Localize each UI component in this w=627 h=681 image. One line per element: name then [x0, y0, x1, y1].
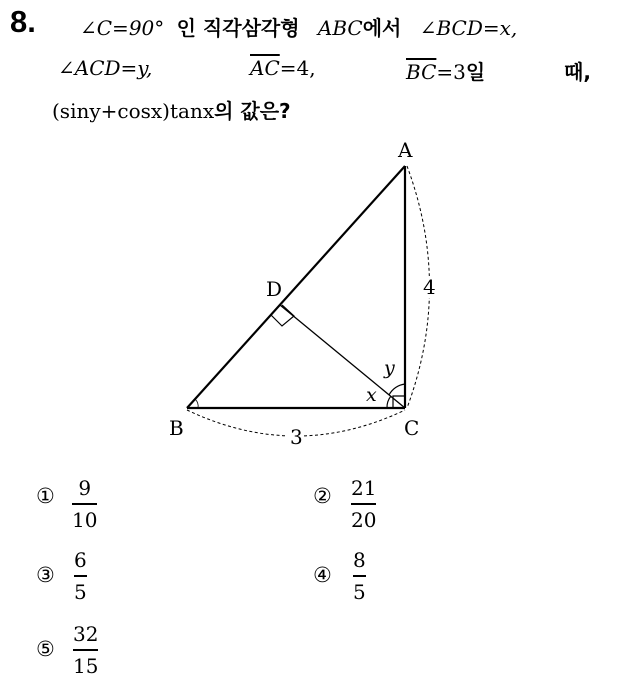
- length-label-bc: 3: [290, 425, 303, 449]
- numerator: 6: [74, 548, 87, 572]
- denominator: 20: [351, 507, 377, 532]
- numerator: 32: [73, 622, 99, 646]
- ac-value: =4,: [279, 56, 316, 80]
- korean-text-2: 에서: [362, 16, 402, 40]
- denominator: 15: [73, 653, 99, 678]
- expression: (siny+cosx)tanx: [52, 99, 215, 123]
- choice-fraction-2: [351, 476, 376, 532]
- numerator: 9: [78, 476, 92, 500]
- bc-value: =3: [436, 60, 466, 84]
- vertex-label-a: A: [398, 138, 413, 162]
- length-label-ac: 4: [423, 275, 436, 299]
- angle-bcd-condition: ∠BCD=x,: [419, 16, 518, 40]
- choice-marker-2: ②: [313, 484, 332, 508]
- angle-c-condition: ∠C=90°: [80, 16, 165, 40]
- choice-fraction-1: [72, 476, 97, 532]
- fraction-bar: [351, 503, 376, 505]
- triangle-name: ABC: [317, 16, 363, 40]
- segment-ac: $\overline{AC}$: [250, 56, 280, 80]
- fraction-bar: [72, 503, 97, 505]
- korean-text-3: 일: [465, 60, 486, 84]
- angle-label-y: y: [384, 357, 395, 379]
- angle-acd-condition: ∠ACD=y,: [58, 56, 153, 80]
- vertex-label-c: C: [404, 416, 420, 440]
- fraction-bar: [74, 575, 87, 577]
- right-angle-mark-d: [271, 305, 294, 326]
- question-number: 8.: [10, 4, 36, 39]
- korean-text-1: 인 직각삼각형: [176, 16, 300, 40]
- choice-marker-5: ⑤: [36, 637, 55, 661]
- denominator: 10: [72, 507, 98, 532]
- fraction-bar: [73, 649, 98, 651]
- korean-text-5: 의 값은?: [214, 99, 291, 123]
- choice-fraction-5: [73, 622, 98, 678]
- choice-marker-3: ③: [36, 563, 55, 587]
- fraction-bar: [353, 575, 366, 577]
- choice-fraction-4: [353, 548, 366, 604]
- angle-mark-b: [195, 399, 198, 408]
- numerator: 21: [351, 476, 377, 500]
- vertex-label-b: B: [169, 416, 184, 440]
- angle-label-x: x: [366, 384, 377, 406]
- vertex-label-d: D: [266, 277, 283, 301]
- denominator: 5: [74, 579, 87, 604]
- choice-fraction-3: [74, 548, 87, 604]
- korean-text-4: 때,: [564, 60, 591, 84]
- choice-marker-4: ④: [313, 563, 332, 587]
- segment-bc: $\overline{BC}$: [406, 60, 437, 84]
- angle-arc-x: [387, 396, 391, 408]
- choice-marker-1: ①: [36, 484, 55, 508]
- numerator: 8: [353, 548, 366, 572]
- denominator: 5: [353, 579, 366, 604]
- angle-arc-y: [389, 384, 405, 395]
- side-ab: [187, 166, 405, 408]
